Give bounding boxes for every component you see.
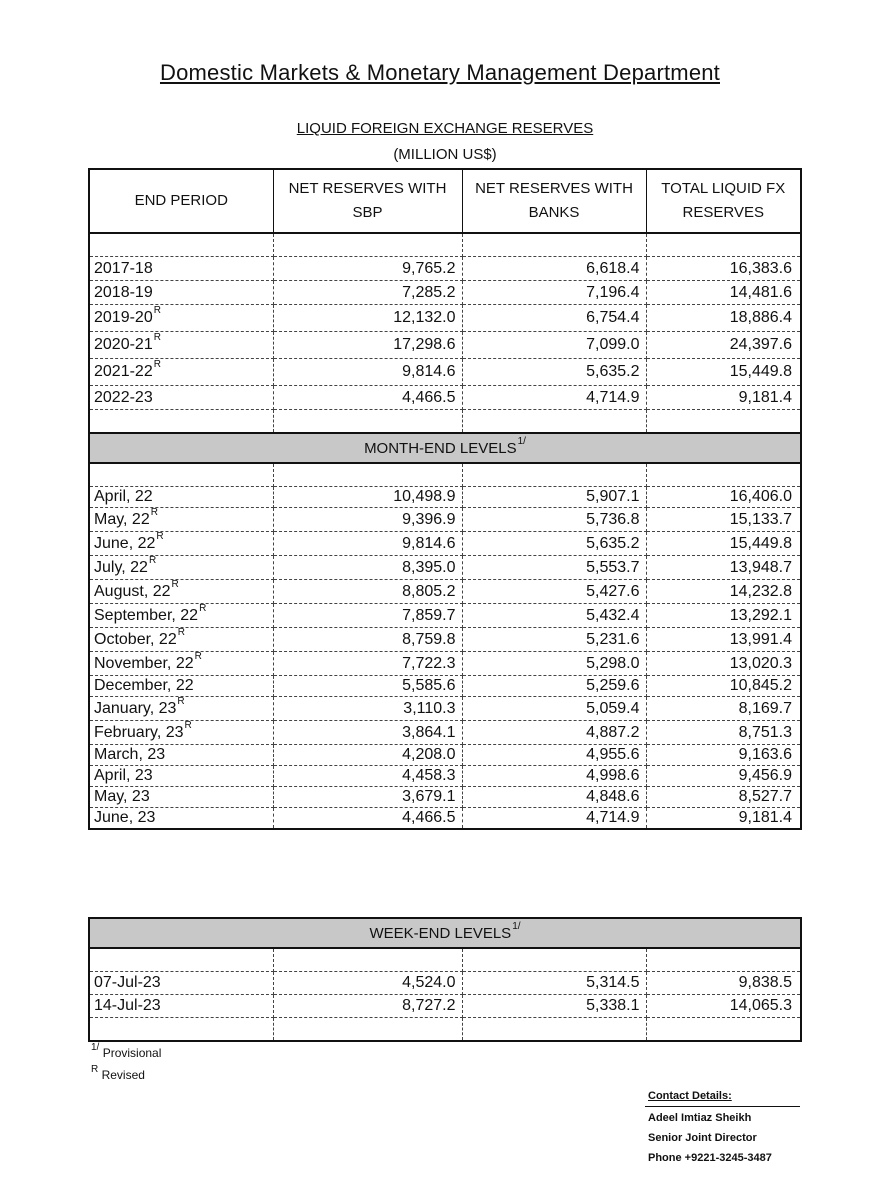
- total-cell: 9,181.4: [646, 386, 801, 410]
- table-header-row: [89, 169, 801, 233]
- total-cell: 9,838.5: [646, 972, 801, 995]
- table-row: [89, 508, 801, 532]
- period-cell: $2020-21^R$: [89, 332, 273, 359]
- table-row: [89, 487, 801, 508]
- total-cell: 16,406.0: [646, 487, 801, 508]
- spacer-cell: [89, 233, 273, 257]
- sbp-cell: 7,722.3: [273, 652, 462, 676]
- period-cell: $2021-22^R$: [89, 359, 273, 386]
- spacer-row: [89, 1018, 801, 1042]
- period-cell: November, $22^R$: [89, 652, 273, 676]
- contact-divider: [645, 1106, 800, 1107]
- banks-cell: 5,432.4: [462, 604, 646, 628]
- period-cell: July, $22^R$: [89, 556, 273, 580]
- spacer-cell: [462, 410, 646, 434]
- table-row: [89, 652, 801, 676]
- table-row: [89, 332, 801, 359]
- table-row: [89, 808, 801, 829]
- table-row: [89, 604, 801, 628]
- annual-section: [89, 233, 801, 433]
- sbp-cell: 3,110.3: [273, 697, 462, 721]
- sbp-cell: 9,396.9: [273, 508, 462, 532]
- sbp-cell: 4,466.5: [273, 386, 462, 410]
- contact-name: Adeel Imtiaz Sheikh: [648, 1112, 752, 1124]
- table-row: [89, 359, 801, 386]
- total-cell: 15,133.7: [646, 508, 801, 532]
- total-cell: 9,456.9: [646, 766, 801, 787]
- total-cell: 8,527.7: [646, 787, 801, 808]
- reserves-table: [88, 168, 802, 830]
- sbp-cell: 17,298.6: [273, 332, 462, 359]
- spacer-cell: [273, 463, 462, 487]
- sbp-cell: 4,524.0: [273, 972, 462, 995]
- total-cell: 24,397.6: [646, 332, 801, 359]
- table-row: [89, 386, 801, 410]
- total-cell: 18,886.4: [646, 305, 801, 332]
- sbp-cell: 7,859.7: [273, 604, 462, 628]
- period-cell: May, 23: [89, 787, 273, 808]
- banks-cell: 5,231.6: [462, 628, 646, 652]
- period-cell: February, $23^R$: [89, 721, 273, 745]
- spacer-cell: [273, 233, 462, 257]
- banks-cell: 4,998.6: [462, 766, 646, 787]
- table-row: [89, 580, 801, 604]
- period-cell: June, 23: [89, 808, 273, 829]
- period-cell: January, $23^R$: [89, 697, 273, 721]
- period-cell: April, 23: [89, 766, 273, 787]
- total-cell: 9,181.4: [646, 808, 801, 829]
- spacer-cell: [462, 1018, 646, 1042]
- period-cell: December, 22: [89, 676, 273, 697]
- banks-cell: 5,298.0: [462, 652, 646, 676]
- total-cell: 16,383.6: [646, 257, 801, 281]
- spacer-cell: [89, 410, 273, 434]
- banks-cell: 5,259.6: [462, 676, 646, 697]
- total-cell: 9,163.6: [646, 745, 801, 766]
- spacer-cell: [646, 410, 801, 434]
- table-row: [89, 676, 801, 697]
- header-net-reserves-sbp: NET RESERVES WITH SBP: [273, 169, 462, 233]
- footnote-provisional: $^{1/}$ Provisional: [91, 1042, 162, 1060]
- total-cell: 15,449.8: [646, 359, 801, 386]
- spacer-cell: [462, 948, 646, 972]
- total-cell: 14,481.6: [646, 281, 801, 305]
- table-row: [89, 745, 801, 766]
- spacer-cell: [646, 948, 801, 972]
- spacer-row: [89, 233, 801, 257]
- footnote-revised: $^R$ Revised: [91, 1064, 145, 1082]
- month-end-band: [89, 433, 801, 463]
- total-cell: 8,169.7: [646, 697, 801, 721]
- banks-cell: 7,196.4: [462, 281, 646, 305]
- table-row: [89, 556, 801, 580]
- total-cell: 13,020.3: [646, 652, 801, 676]
- contact-heading: Contact Details:: [648, 1090, 732, 1102]
- banks-cell: 5,427.6: [462, 580, 646, 604]
- banks-cell: 6,754.4: [462, 305, 646, 332]
- table-row: [89, 257, 801, 281]
- table-row: [89, 532, 801, 556]
- period-cell: October, $22^R$: [89, 628, 273, 652]
- sbp-cell: 3,679.1: [273, 787, 462, 808]
- total-cell: 13,292.1: [646, 604, 801, 628]
- spacer-cell: [89, 1018, 273, 1042]
- banks-cell: 5,907.1: [462, 487, 646, 508]
- month-end-label: MONTH-END $LEVELS^{1/}$: [89, 433, 801, 463]
- sbp-cell: 10,498.9: [273, 487, 462, 508]
- sbp-cell: 8,759.8: [273, 628, 462, 652]
- banks-cell: 4,848.6: [462, 787, 646, 808]
- sbp-cell: 8,727.2: [273, 995, 462, 1018]
- table-row: [89, 787, 801, 808]
- banks-cell: 5,059.4: [462, 697, 646, 721]
- banks-cell: 6,618.4: [462, 257, 646, 281]
- sbp-cell: 4,466.5: [273, 808, 462, 829]
- table-row: [89, 281, 801, 305]
- period-cell: 14-Jul-23: [89, 995, 273, 1018]
- period-cell: $2019-20^R$: [89, 305, 273, 332]
- week-end-label: WEEK-END $LEVELS^{1/}$: [89, 918, 801, 948]
- banks-cell: 5,314.5: [462, 972, 646, 995]
- period-cell: September, $22^R$: [89, 604, 273, 628]
- spacer-cell: [273, 410, 462, 434]
- week-end-band: [89, 918, 801, 948]
- period-cell: 2022-23: [89, 386, 273, 410]
- banks-cell: 5,635.2: [462, 359, 646, 386]
- banks-cell: 7,099.0: [462, 332, 646, 359]
- header-total-liquid-fx: TOTAL LIQUID FX RESERVES: [646, 169, 801, 233]
- period-cell: August, $22^R$: [89, 580, 273, 604]
- sbp-cell: 9,765.2: [273, 257, 462, 281]
- spacer-cell: [646, 463, 801, 487]
- total-cell: 10,845.2: [646, 676, 801, 697]
- header-end-period: END PERIOD: [89, 169, 273, 233]
- sbp-cell: 4,208.0: [273, 745, 462, 766]
- spacer-row: [89, 410, 801, 434]
- sbp-cell: 3,864.1: [273, 721, 462, 745]
- sbp-cell: 8,395.0: [273, 556, 462, 580]
- spacer-cell: [89, 948, 273, 972]
- table-row: [89, 721, 801, 745]
- spacer-cell: [462, 233, 646, 257]
- banks-cell: 4,714.9: [462, 386, 646, 410]
- contact-designation: Senior Joint Director: [648, 1132, 757, 1144]
- weekly-section: [89, 948, 801, 1041]
- period-cell: March, 23: [89, 745, 273, 766]
- header-net-reserves-banks: NET RESERVES WITH BANKS: [462, 169, 646, 233]
- total-cell: 14,232.8: [646, 580, 801, 604]
- sbp-cell: 9,814.6: [273, 359, 462, 386]
- banks-cell: 4,714.9: [462, 808, 646, 829]
- banks-cell: 5,553.7: [462, 556, 646, 580]
- total-cell: 13,948.7: [646, 556, 801, 580]
- banks-cell: 4,955.6: [462, 745, 646, 766]
- spacer-cell: [273, 1018, 462, 1042]
- sbp-cell: 9,814.6: [273, 532, 462, 556]
- total-cell: 14,065.3: [646, 995, 801, 1018]
- period-cell: June, $22^R$: [89, 532, 273, 556]
- report-title: LIQUID FOREIGN EXCHANGE RESERVES: [296, 120, 594, 137]
- table-row: [89, 972, 801, 995]
- period-cell: 2017-18: [89, 257, 273, 281]
- table-row: [89, 697, 801, 721]
- banks-cell: 5,635.2: [462, 532, 646, 556]
- table-row: [89, 628, 801, 652]
- spacer-cell: [646, 233, 801, 257]
- spacer-cell: [646, 1018, 801, 1042]
- spacer-row: [89, 948, 801, 972]
- total-cell: 8,751.3: [646, 721, 801, 745]
- banks-cell: 5,338.1: [462, 995, 646, 1018]
- period-cell: 07-Jul-23: [89, 972, 273, 995]
- banks-cell: 4,887.2: [462, 721, 646, 745]
- spacer-cell: [89, 463, 273, 487]
- table-row: [89, 995, 801, 1018]
- weekly-table: [88, 917, 802, 1042]
- total-cell: 13,991.4: [646, 628, 801, 652]
- monthly-section: [89, 463, 801, 829]
- department-title: Domestic Markets & Monetary Management Department: [159, 60, 720, 85]
- contact-phone: Phone +9221-3245-3487: [648, 1152, 772, 1164]
- total-cell: 15,449.8: [646, 532, 801, 556]
- period-cell: 2018-19: [89, 281, 273, 305]
- units-label: (MILLION US$): [393, 146, 497, 163]
- sbp-cell: 8,805.2: [273, 580, 462, 604]
- sbp-cell: 7,285.2: [273, 281, 462, 305]
- banks-cell: 5,736.8: [462, 508, 646, 532]
- spacer-row: [89, 463, 801, 487]
- spacer-cell: [273, 948, 462, 972]
- table-row: [89, 766, 801, 787]
- sbp-cell: 4,458.3: [273, 766, 462, 787]
- spacer-cell: [462, 463, 646, 487]
- sbp-cell: 12,132.0: [273, 305, 462, 332]
- sbp-cell: 5,585.6: [273, 676, 462, 697]
- period-cell: April, 22: [89, 487, 273, 508]
- table-row: [89, 305, 801, 332]
- period-cell: May, $22^R$: [89, 508, 273, 532]
